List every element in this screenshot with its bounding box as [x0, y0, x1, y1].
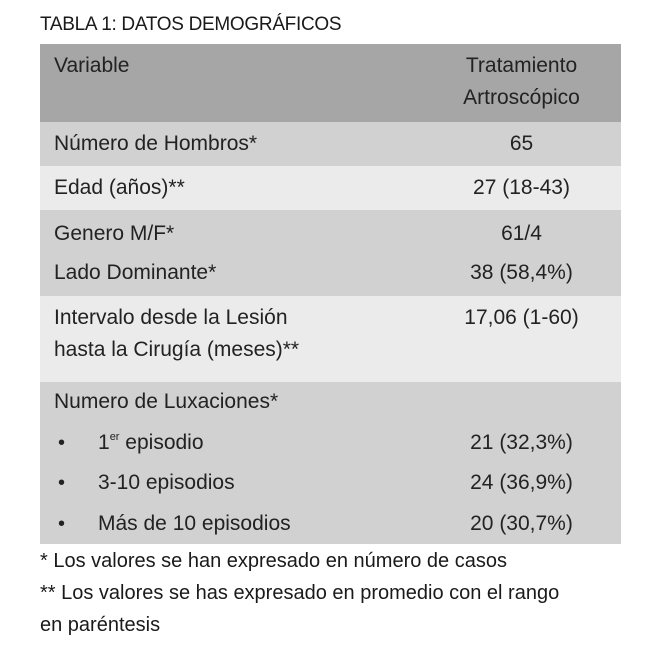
table-header-row: [40, 44, 621, 122]
bullet-icon: •: [58, 431, 66, 454]
row-value: 17,06 (1-60): [464, 306, 579, 329]
table-row-luxaciones: [40, 382, 621, 544]
footnote-2-line1: ** Los valores se has expresado en promedio con el rango: [40, 582, 560, 604]
list-item: [40, 463, 621, 503]
demographics-table: [40, 44, 621, 544]
row-label: Lado Dominante*: [54, 261, 217, 284]
row-label-line2: hasta la Cirugía (meses)**: [54, 338, 300, 361]
table-row-edad: [40, 166, 621, 210]
row-label: Genero M/F*: [54, 222, 175, 245]
footnote-2-line2: en paréntesis: [40, 614, 161, 636]
table-row-hombros: [40, 122, 621, 166]
footnotes: [40, 545, 640, 641]
row-value: 27 (18-43): [473, 176, 570, 199]
item-prefix: 1: [98, 430, 110, 454]
bullet-icon: •: [58, 512, 66, 535]
table-row-lado: [40, 257, 621, 296]
row-label: [40, 302, 422, 382]
header-treatment: [422, 50, 621, 122]
item-value: 20 (30,7%): [470, 511, 573, 535]
item-value: 24 (36,9%): [470, 471, 573, 495]
footnote-1: * Los valores se han expresado en número de casos: [40, 550, 507, 572]
row-label-line1: Intervalo desde la Lesión: [54, 306, 288, 329]
item-superscript: er: [109, 430, 120, 443]
list-item: [40, 423, 621, 463]
header-variable: Variable: [54, 54, 130, 77]
item-label: 3-10 episodios: [98, 471, 235, 495]
table-row-genero: [40, 218, 621, 257]
table-title: TABLA 1: DATOS DEMOGRÁFICOS: [40, 14, 342, 35]
table-row-genero-lado: [40, 210, 621, 296]
row-label: Número de Hombros*: [54, 132, 258, 155]
table-row-intervalo: [40, 296, 621, 382]
list-item: [40, 504, 621, 544]
header-treatment-line1: Tratamiento: [465, 54, 578, 77]
header-treatment-line2: Artroscópico: [463, 86, 580, 109]
row-label: Edad (años)**: [54, 176, 185, 199]
row-value: 65: [509, 132, 534, 155]
item-label: Más de 10 episodios: [98, 511, 291, 535]
bullet-icon: •: [58, 472, 66, 495]
row-value: 61/4: [501, 222, 542, 245]
row-label: Numero de Luxaciones*: [54, 390, 279, 413]
item-value: 21 (32,3%): [470, 430, 573, 454]
item-label: episodio: [119, 430, 204, 454]
luxaciones-heading-row: [40, 386, 621, 423]
row-value: 38 (58,4%): [470, 261, 573, 284]
